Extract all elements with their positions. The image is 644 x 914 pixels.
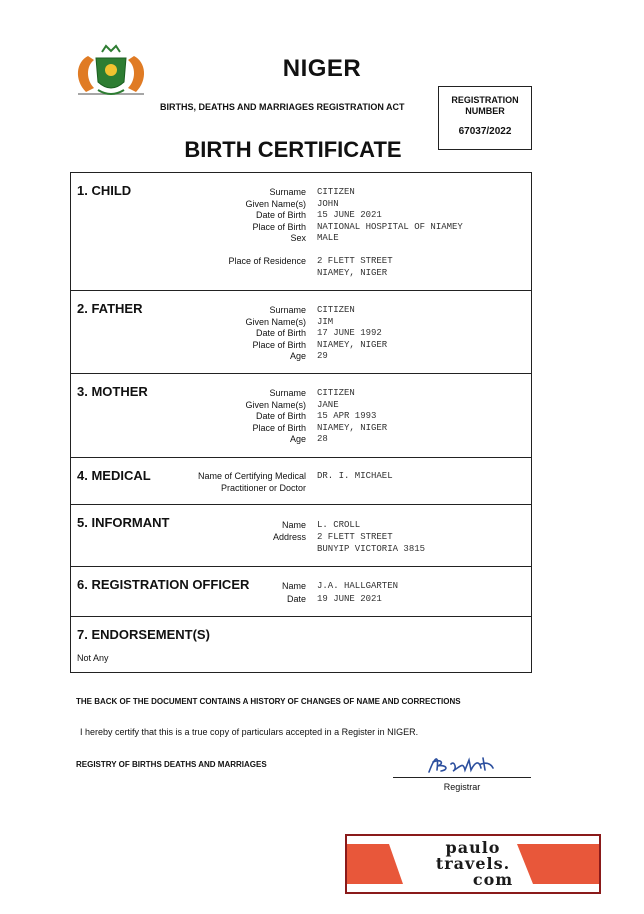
field-label: Address bbox=[272, 532, 306, 542]
field-value: 15 APR 1993 bbox=[317, 411, 377, 421]
certification-statement: I hereby certify that this is a true copy of particulars accepted in a Register in NIGER. bbox=[80, 727, 419, 737]
field-label: Sex bbox=[290, 233, 306, 243]
watermark-line-1: paulo bbox=[445, 838, 501, 857]
field-label: Name bbox=[281, 520, 306, 530]
field-label: Name of Certifying Medical bbox=[197, 471, 306, 481]
field-value: JANE bbox=[317, 400, 339, 410]
section-mother bbox=[71, 374, 531, 458]
field-label: Place of Birth bbox=[252, 340, 306, 350]
field-value: 2 FLETT STREET bbox=[317, 532, 393, 542]
section-title: 6. REGISTRATION OFFICER bbox=[77, 577, 250, 592]
section-title: 4. MEDICAL bbox=[77, 468, 151, 483]
field-label: Place of Birth bbox=[252, 423, 306, 433]
registration-act: BIRTHS, DEATHS AND MARRIAGES REGISTRATION ACT bbox=[160, 102, 405, 112]
field-value: JOHN bbox=[317, 199, 339, 209]
registrar-signature bbox=[425, 752, 497, 776]
endorsement-value: Not Any bbox=[77, 653, 109, 663]
section-title: 2. FATHER bbox=[77, 301, 143, 316]
registrar-label: Registrar bbox=[443, 782, 481, 792]
field-label: Date of Birth bbox=[255, 328, 306, 338]
field-value: L. CROLL bbox=[317, 520, 361, 530]
field-value: 15 JUNE 2021 bbox=[317, 210, 382, 220]
watermark-logo bbox=[345, 834, 601, 894]
section-child bbox=[71, 173, 531, 291]
watermark-line-3: com bbox=[472, 870, 514, 889]
field-value: NIAMEY, NIGER bbox=[317, 268, 388, 278]
field-label: Name bbox=[281, 581, 306, 591]
field-label: Date bbox=[286, 594, 306, 604]
field-value: 2 FLETT STREET bbox=[317, 256, 393, 266]
field-value: J.A. HALLGARTEN bbox=[317, 581, 399, 591]
section-informant bbox=[71, 505, 531, 567]
registration-number: 67037/2022 bbox=[458, 126, 512, 137]
reg-label-2: NUMBER bbox=[465, 106, 505, 116]
field-value: 19 JUNE 2021 bbox=[317, 594, 382, 604]
field-label: Surname bbox=[269, 187, 306, 197]
section-title: 5. INFORMANT bbox=[77, 515, 170, 530]
section-father bbox=[71, 291, 531, 374]
section-endorsement bbox=[71, 617, 531, 672]
field-label: Place of Birth bbox=[252, 222, 306, 232]
field-label: Given Name(s) bbox=[245, 199, 306, 209]
certificate-table bbox=[70, 172, 532, 673]
field-label: Date of Birth bbox=[255, 411, 306, 421]
field-label: Given Name(s) bbox=[245, 317, 306, 327]
field-label: Surname bbox=[269, 305, 306, 315]
section-title: 3. MOTHER bbox=[77, 384, 148, 399]
field-value: 17 JUNE 1992 bbox=[317, 328, 382, 338]
field-value: CITIZEN bbox=[317, 187, 355, 197]
field-label: Age bbox=[289, 434, 306, 444]
field-value: NIAMEY, NIGER bbox=[317, 340, 388, 350]
field-value: BUNYIP VICTORIA 3815 bbox=[317, 544, 426, 554]
section-registration-officer bbox=[71, 567, 531, 617]
field-label: Given Name(s) bbox=[245, 400, 306, 410]
field-value: 29 bbox=[317, 351, 328, 361]
field-value: NATIONAL HOSPITAL OF NIAMEY bbox=[317, 222, 463, 232]
field-label: Age bbox=[289, 351, 306, 361]
field-value: JIM bbox=[317, 317, 334, 327]
document-title: BIRTH CERTIFICATE bbox=[184, 137, 402, 162]
watermark-line-2: travels. bbox=[435, 854, 511, 873]
section-medical bbox=[71, 458, 531, 505]
field-label: Surname bbox=[269, 388, 306, 398]
section-title: 7. ENDORSEMENT(S) bbox=[77, 627, 210, 642]
section-title: 1. CHILD bbox=[77, 183, 132, 198]
field-label: Date of Birth bbox=[255, 210, 306, 220]
back-of-document-note: THE BACK OF THE DOCUMENT CONTAINS A HISTORY OF CHANGES OF NAME AND CORRECTIONS bbox=[76, 697, 461, 706]
field-value: MALE bbox=[317, 233, 339, 243]
registry-name: REGISTRY OF BIRTHS DEATHS AND MARRIAGES bbox=[76, 760, 267, 769]
field-label: Place of Residence bbox=[228, 256, 306, 266]
field-value: CITIZEN bbox=[317, 305, 355, 315]
signature-line bbox=[393, 777, 531, 778]
field-value: DR. I. MICHAEL bbox=[317, 471, 393, 481]
country-name: NIGER bbox=[282, 55, 362, 82]
field-value: 28 bbox=[317, 434, 328, 444]
field-value: NIAMEY, NIGER bbox=[317, 423, 388, 433]
field-value: CITIZEN bbox=[317, 388, 355, 398]
reg-label-1: REGISTRATION bbox=[451, 95, 519, 105]
field-label: Practitioner or Doctor bbox=[220, 483, 306, 493]
